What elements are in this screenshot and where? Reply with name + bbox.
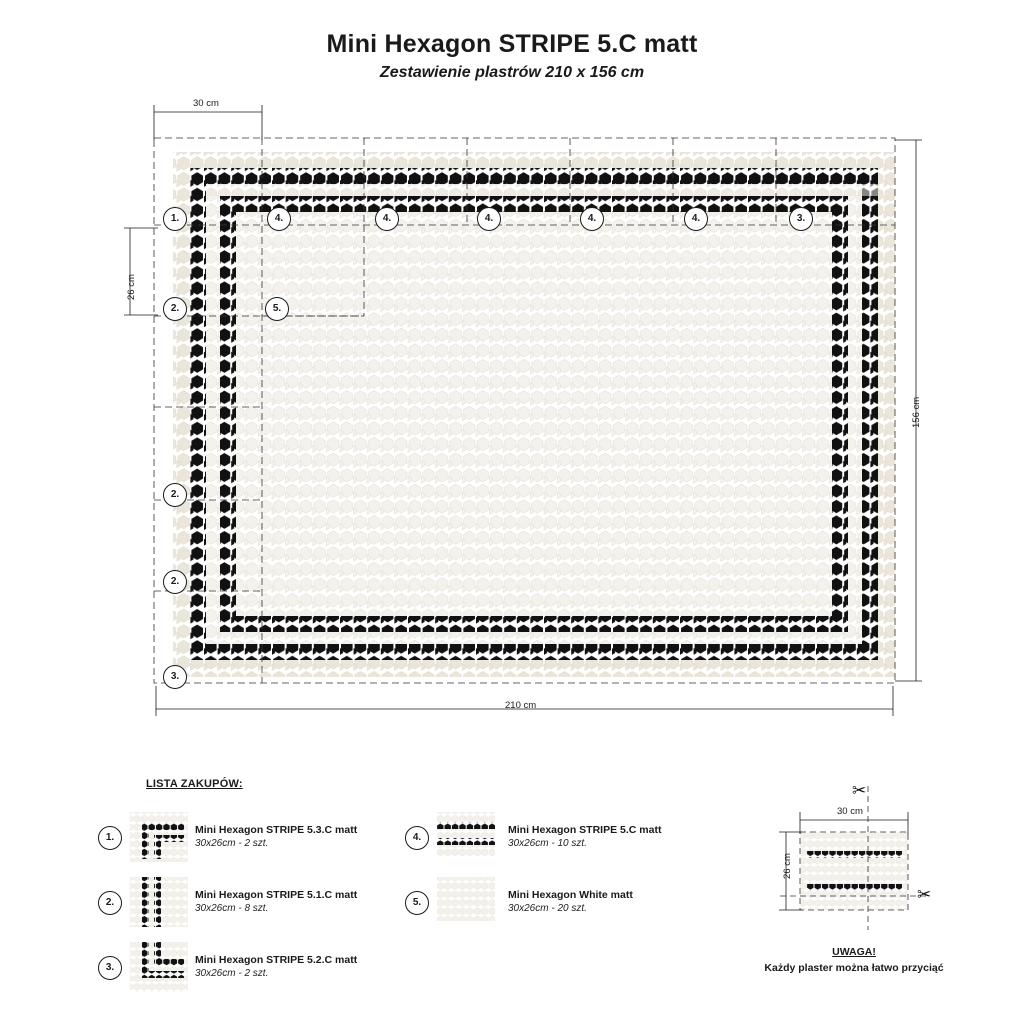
marker-4-top-a: 4. (267, 207, 291, 231)
swatch-item-1 (130, 812, 188, 862)
shopping-list-heading: LISTA ZAKUPÓW: (146, 778, 243, 790)
list-item-name-4: Mini Hexagon STRIPE 5.C matt (508, 824, 662, 836)
scissors-icon-top: ✂ (852, 781, 867, 800)
note-width-label: 30 cm (837, 806, 863, 817)
dim-bottom-label: 210 cm (505, 700, 537, 711)
list-item-name-3: Mini Hexagon STRIPE 5.2.C matt (195, 954, 358, 966)
marker-2-left-a: 2. (163, 297, 187, 321)
swatch-item-2 (130, 877, 188, 927)
note-title: UWAGA! (832, 946, 876, 958)
swatch-item-3 (130, 942, 188, 992)
marker-2-left-b: 2. (163, 483, 187, 507)
list-item-qty-2: 30x26cm - 8 szt. (195, 903, 269, 914)
marker-3-bottom-left: 3. (163, 665, 187, 689)
marker-4-top-d: 4. (580, 207, 604, 231)
marker-4-top-e: 4. (684, 207, 708, 231)
list-item-qty-4: 30x26cm - 10 szt. (508, 838, 587, 849)
marker-5-field: 5. (265, 297, 289, 321)
swatch-item-5 (437, 877, 495, 921)
list-item-name-1: Mini Hexagon STRIPE 5.3.C matt (195, 824, 358, 836)
dim-left-label: 26 cm (126, 274, 137, 300)
dim-right-label: 156 cm (911, 396, 922, 428)
marker-2-left-c: 2. (163, 570, 187, 594)
marker-4-top-b: 4. (375, 207, 399, 231)
list-item-qty-5: 30x26cm - 20 szt. (508, 903, 587, 914)
marker-3-top-right: 3. (789, 207, 813, 231)
list-item-qty-1: 30x26cm - 2 szt. (195, 838, 269, 849)
list-item-badge-4: 4. (405, 826, 429, 850)
scissors-icon-right: ✂ (917, 885, 932, 904)
note-text: Każdy plaster można łatwo przyciąć (764, 962, 944, 974)
list-item-name-5: Mini Hexagon White matt (508, 889, 633, 901)
dim-top-label: 30 cm (193, 98, 219, 109)
marker-4-top-c: 4. (477, 207, 501, 231)
list-item-badge-5: 5. (405, 891, 429, 915)
swatch-item-4 (437, 812, 495, 856)
list-item-qty-3: 30x26cm - 2 szt. (195, 968, 269, 979)
marker-1-top-left: 1. (163, 207, 187, 231)
list-item-name-2: Mini Hexagon STRIPE 5.1.C matt (195, 889, 358, 901)
list-item-badge-3: 3. (98, 956, 122, 980)
page-subtitle: Zestawienie plastrów 210 x 156 cm (379, 64, 645, 81)
page-title: Mini Hexagon STRIPE 5.C matt (326, 30, 698, 58)
list-item-badge-2: 2. (98, 891, 122, 915)
list-item-badge-1: 1. (98, 826, 122, 850)
note-height-label: 26 cm (782, 853, 793, 879)
